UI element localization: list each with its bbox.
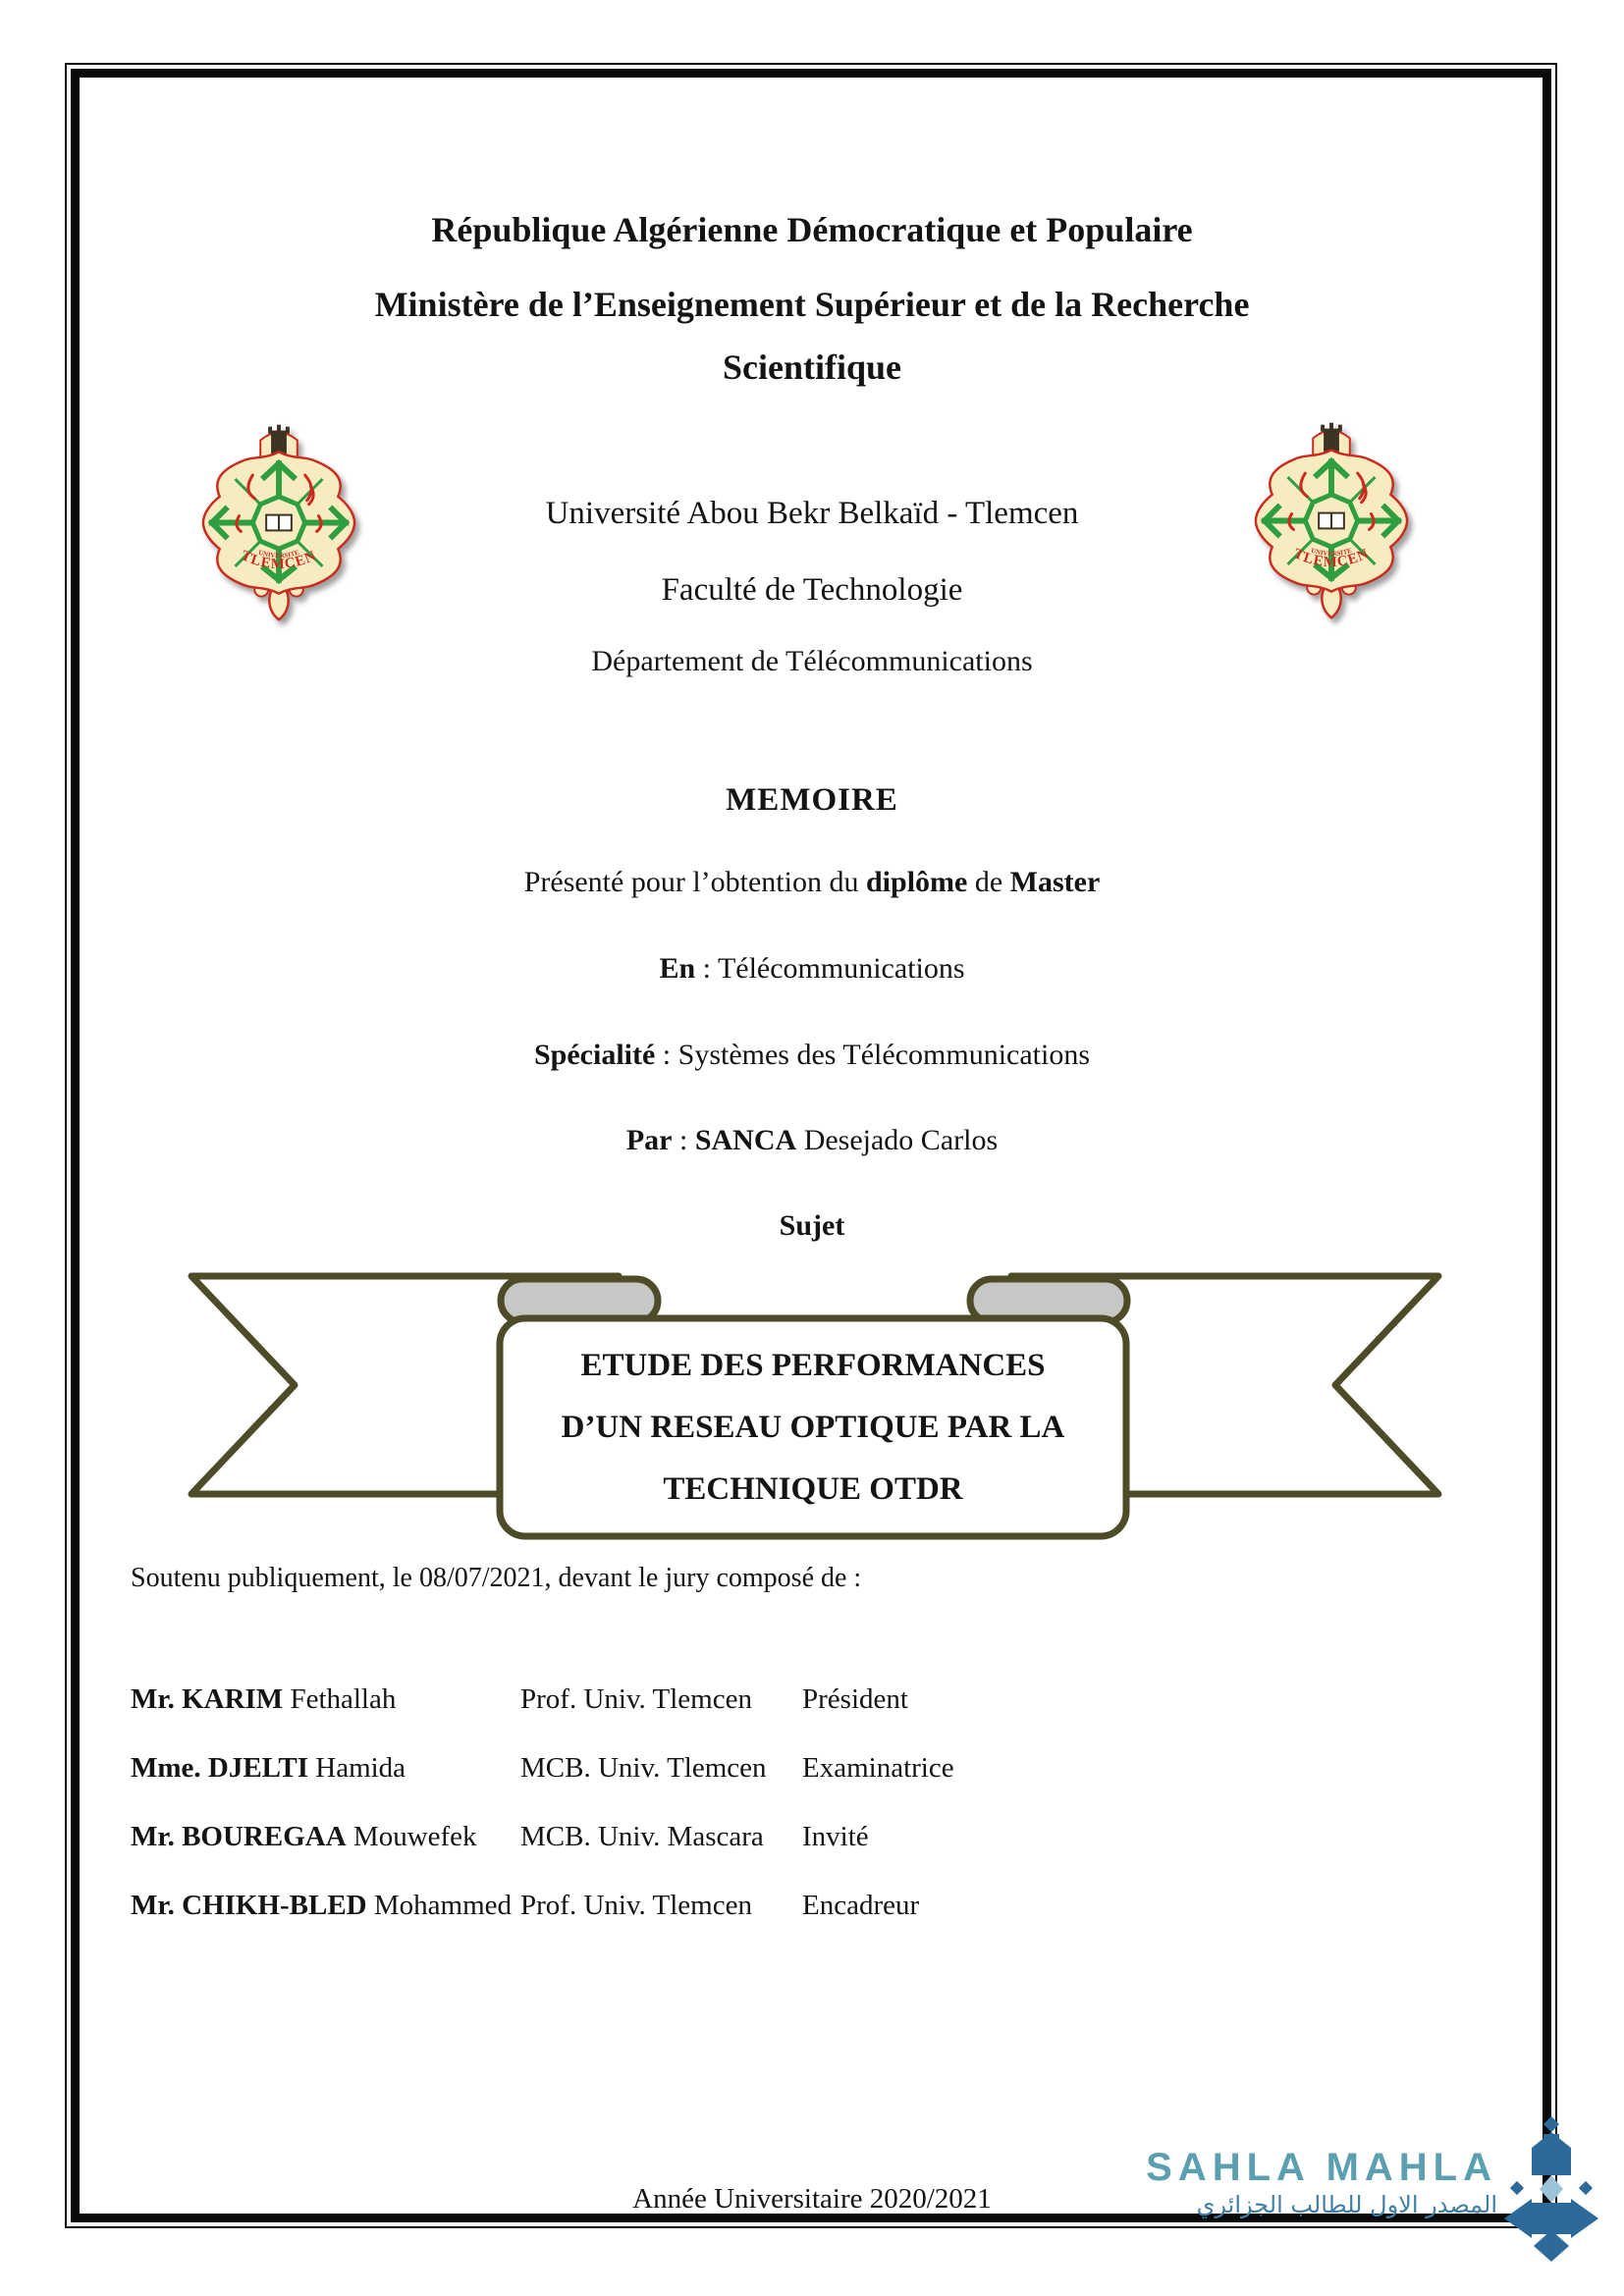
presented-diploma: diplôme (865, 866, 968, 898)
university-name: Université Abou Bekr Belkaïd - Tlemcen (545, 496, 1079, 531)
jury-member-name: Mr. KARIM Fethallah (131, 1683, 397, 1715)
jury-member-name: Mme. DJELTI Hamida (131, 1752, 406, 1784)
subject-title-line3: TECHNIQUE OTDR (663, 1470, 963, 1507)
author-label: Par (625, 1124, 673, 1156)
presented-line (0, 864, 1624, 901)
defense-statement: Soutenu publiquement, le 08/07/2021, devant le jury composé de : (131, 1563, 862, 1593)
speciality-line (0, 1037, 1624, 1074)
sahla-mahla-watermark (1146, 2146, 1497, 2220)
speciality-value: : Systèmes des Télécommunications (655, 1039, 1091, 1071)
jury-member-affiliation: Prof. Univ. Tlemcen (520, 1683, 752, 1715)
sahla-mahla-wordmark: SAHLA MAHLA (1146, 2146, 1497, 2189)
subject-title-line2: D’UN RESEAU OPTIQUE PAR LA (561, 1409, 1065, 1445)
author-sep: : (672, 1124, 695, 1156)
speciality-label: Spécialité (533, 1039, 656, 1071)
subject-title-line1: ETUDE DES PERFORMANCES (580, 1347, 1046, 1383)
republic-title: République Algérienne Démocratique et Populaire (431, 210, 1193, 249)
jury-member-affiliation: MCB. Univ. Mascara (520, 1821, 764, 1852)
department-name: Département de Télécommunications (591, 645, 1033, 677)
jury-row (131, 1749, 1495, 1818)
faculty-name: Faculté de Technologie (661, 572, 963, 608)
jury-member-name: Mr. CHIKH-BLED Mohammed (131, 1890, 513, 1921)
presented-mid: de (967, 866, 1010, 898)
memoire-title: MEMOIRE (726, 782, 898, 818)
sahla-mahla-ornament-icon (1496, 2116, 1606, 2262)
ministry-title-line2: Scientifique (722, 347, 901, 387)
subject-title (500, 1318, 1126, 1536)
jury-member-name: Mr. BOUREGAA Mouwefek (131, 1821, 477, 1852)
jury-member-role: Président (802, 1683, 908, 1715)
jury-table (131, 1681, 1495, 1955)
jury-member-role: Encadreur (802, 1890, 920, 1921)
subject-label: Sujet (779, 1209, 845, 1242)
field-label: En (659, 952, 696, 985)
jury-member-affiliation: MCB. Univ. Tlemcen (520, 1752, 767, 1784)
jury-row (131, 1681, 1495, 1749)
presented-prefix: Présenté pour l’obtention du (523, 866, 866, 898)
jury-member-role: Invité (802, 1821, 869, 1852)
academic-year: Année Universitaire 2020/2021 (632, 2183, 992, 2215)
author-line (0, 1122, 1624, 1159)
jury-row (131, 1818, 1495, 1887)
author-surname: SANCA (694, 1124, 797, 1156)
field-value: : Télécommunications (695, 952, 965, 985)
presented-master: Master (1009, 866, 1101, 898)
sahla-mahla-tagline: المصدر الاول للطالب الجزائري (1196, 2191, 1497, 2218)
ministry-title-line1: Ministère de l’Enseignement Supérieur et de la Recherche (374, 285, 1250, 324)
author-givenname: Desejado Carlos (796, 1124, 999, 1156)
field-line (0, 950, 1624, 988)
jury-member-affiliation: Prof. Univ. Tlemcen (520, 1890, 752, 1921)
jury-member-role: Examinatrice (802, 1752, 954, 1784)
jury-row (131, 1887, 1495, 1955)
